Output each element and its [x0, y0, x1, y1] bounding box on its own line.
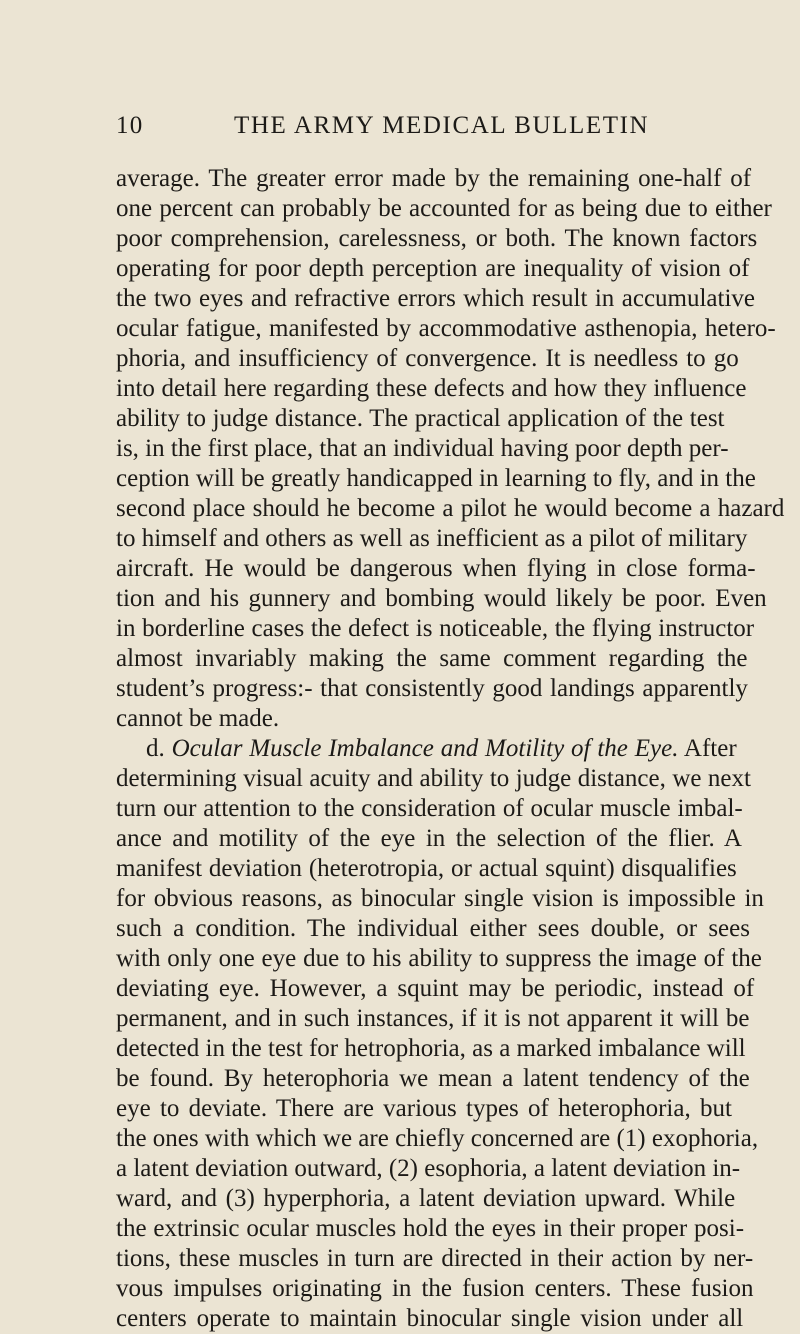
body-line: detected in the test for hetrophoria, as a marked imbalance will — [116, 1035, 746, 1062]
page-number: 10 — [116, 112, 144, 139]
body-line: average. The greater error made by the remaining one-half of — [116, 165, 752, 192]
body-line: aircraft. He would be dangerous when flying in close forma- — [116, 555, 756, 582]
body-line: ward, and (3) hyperphoria, a latent deviation upward. While — [116, 1185, 736, 1212]
body-line: vous impulses originating in the fusion centers. These fusion — [116, 1275, 754, 1302]
section-heading-line — [146, 734, 737, 764]
body-line: to himself and others as well as inefficient as a pilot of military — [116, 525, 748, 552]
body-line: with only one eye due to his ability to suppress the image of the — [116, 945, 762, 972]
body-line: operating for poor depth perception are inequality of vision of — [116, 255, 750, 282]
body-line: the ones with which we are chiefly concerned are (1) exophoria, — [116, 1125, 759, 1152]
body-line: permanent, and in such instances, if it is not apparent it will be — [116, 1005, 750, 1032]
body-line: poor comprehension, carelessness, or both. The known factors — [116, 225, 758, 252]
body-line: one percent can probably be accounted for as being due to either — [116, 195, 772, 222]
body-line: the extrinsic ocular muscles hold the eyes in their proper posi- — [116, 1215, 745, 1242]
body-line: centers operate to maintain binocular single vision under all — [116, 1305, 744, 1332]
body-line: tions, these muscles in turn are directed in their action by ner- — [116, 1245, 754, 1272]
body-line: manifest deviation (heterotropia, or actual squint) disqualifies — [116, 855, 737, 882]
body-line: determining visual acuity and ability to judge distance, we next — [116, 765, 751, 792]
body-line: ance and motility of the eye in the selection of the flier. A — [116, 825, 742, 852]
body-line: almost invariably making the same comment regarding the — [116, 645, 748, 672]
body-line: deviating eye. However, a squint may be periodic, instead of — [116, 975, 755, 1002]
body-line: the two eyes and refractive errors which result in accumulative — [116, 285, 756, 312]
body-line: such a condition. The individual either sees double, or sees — [116, 915, 750, 942]
body-line: in borderline cases the defect is noticeable, the flying instructor — [116, 615, 755, 642]
body-line: ception will be greatly handicapped in learning to fly, and in the — [116, 465, 756, 492]
body-line: cannot be made. — [116, 705, 280, 732]
body-line: is, in the first place, that an individual having poor depth per- — [116, 435, 729, 462]
body-line: ability to judge distance. The practical application of the test — [116, 405, 725, 432]
body-line: tion and his gunnery and bombing would likely be poor. Even — [116, 585, 767, 612]
body-line: student’s progress:- that consistently good landings apparently — [116, 675, 748, 702]
body-line: eye to deviate. There are various types of heterophoria, but — [116, 1095, 732, 1122]
body-line: be found. By heterophoria we mean a latent tendency of the — [116, 1065, 750, 1092]
body-line: phoria, and insufficiency of convergence. It is needless to go — [116, 345, 739, 372]
running-head — [0, 112, 800, 152]
journal-title: THE ARMY MEDICAL BULLETIN — [234, 112, 650, 139]
body-line: second place should he become a pilot he would become a hazard — [116, 495, 785, 522]
section-heading-continuation: After — [678, 735, 737, 762]
body-line: a latent deviation outward, (2) esophoria, a latent deviation in- — [116, 1155, 741, 1182]
body-line: into detail here regarding these defects and how they influence — [116, 375, 747, 402]
body-line: for obvious reasons, as binocular single vision is impossible in — [116, 885, 764, 912]
body-line: ocular fatigue, manifested by accommodative asthenopia, hetero- — [116, 315, 776, 342]
section-heading: Ocular Muscle Imbalance and Motility of the Eye. — [171, 735, 679, 762]
body-line: turn our attention to the consideration of ocular muscle imbal- — [116, 795, 743, 822]
section-label: d. — [146, 735, 172, 762]
